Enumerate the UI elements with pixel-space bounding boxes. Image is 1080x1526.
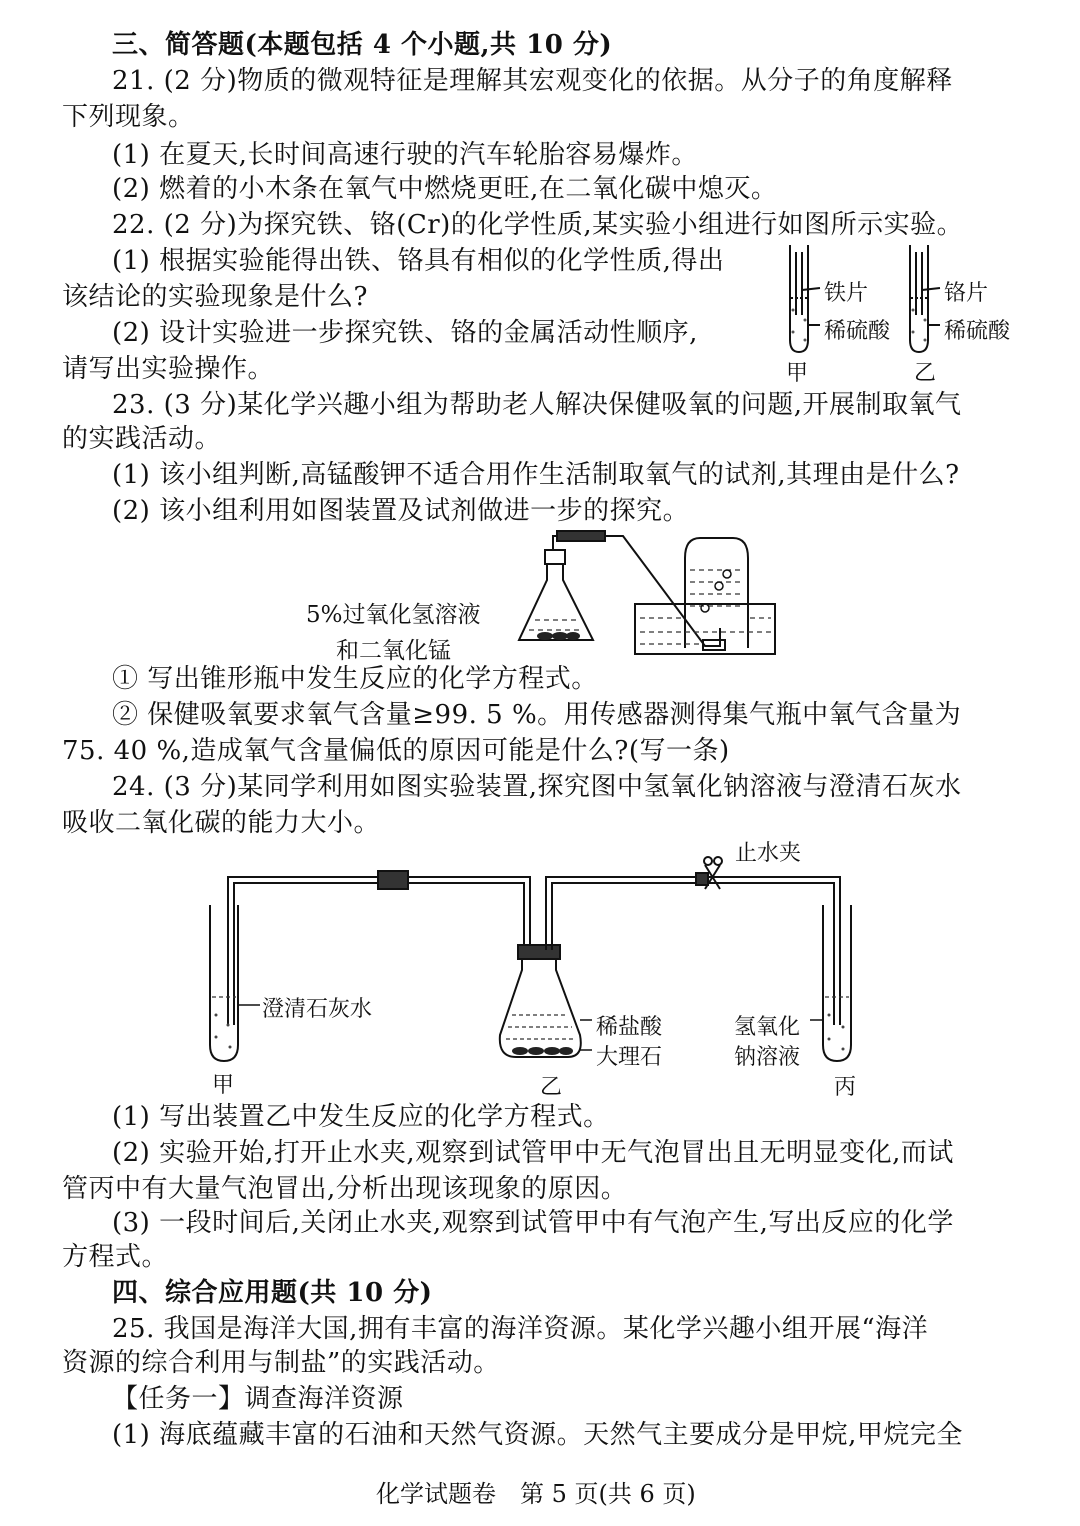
q23-stem-line2: 的实践活动。 bbox=[62, 424, 222, 454]
chromium-strip-label: 铬片 bbox=[944, 281, 989, 306]
q23-sub2-line2: 75. 40 %,造成氧气含量偏低的原因可能是什么?(写一条) bbox=[62, 736, 730, 766]
q24-stem-line1: 24. (3 分)某同学利用如图实验装置,探究图中氢氧化钠溶液与澄清石灰水 bbox=[112, 772, 962, 802]
q23-sub2-line1: ② 保健吸氧要求氧气含量≥99. 5 %。用传感器测得集气瓶中氧气含量为 bbox=[112, 700, 962, 730]
q21-stem-line2: 下列现象。 bbox=[62, 102, 195, 132]
section-heading: 三、简答题(本题包括 4 个小题,共 10 分) bbox=[112, 30, 613, 60]
q22-part2-line2: 请写出实验操作。 bbox=[62, 354, 275, 384]
naoh-label-line1: 氢氧化 bbox=[734, 1015, 801, 1040]
q24-part3-line2: 方程式。 bbox=[62, 1242, 169, 1272]
dilute-sulfuric-label-b: 稀硫酸 bbox=[944, 319, 1011, 344]
q24-part3-line1: (3) 一段时间后,关闭止水夹,观察到试管甲中有气泡产生,写出反应的化学 bbox=[112, 1208, 954, 1238]
q24-part2-line1: (2) 实验开始,打开止水夹,观察到试管甲中无气泡冒出且无明显变化,而试 bbox=[112, 1138, 954, 1168]
q25-stem-line1: 25. 我国是海洋大国,拥有丰富的海洋资源。某化学兴趣小组开展“海洋 bbox=[112, 1314, 929, 1344]
page-footer: 化学试题卷 第 5 页(共 6 页) bbox=[376, 1480, 696, 1508]
naoh-label-line2: 钠溶液 bbox=[734, 1045, 801, 1070]
q21-part1: (1) 在夏天,长时间高速行驶的汽车轮胎容易爆炸。 bbox=[112, 140, 698, 170]
section4-heading: 四、综合应用题(共 10 分) bbox=[112, 1278, 433, 1308]
tube-bing-name: 丙 bbox=[834, 1075, 857, 1100]
water-clamp-label: 止水夹 bbox=[735, 841, 802, 866]
tube-jia-name: 甲 bbox=[212, 1073, 235, 1098]
tube-b-name: 乙 bbox=[914, 361, 937, 386]
q21-part2: (2) 燃着的小木条在氧气中燃烧更旺,在二氧化碳中熄灭。 bbox=[112, 174, 778, 204]
dilute-sulfuric-label-a: 稀硫酸 bbox=[824, 319, 891, 344]
h2o2-label-line2: 和二氧化锰 bbox=[336, 638, 451, 664]
q22-part2-line1: (2) 设计实验进一步探究铁、铬的金属活动性顺序, bbox=[112, 318, 698, 348]
q23-part1: (1) 该小组判断,高锰酸钾不适合用作生活制取氧气的试剂,其理由是什么? bbox=[112, 460, 960, 490]
tube-a-name: 甲 bbox=[786, 361, 809, 386]
q21-stem-line1: 21. (2 分)物质的微观特征是理解其宏观变化的依据。从分子的角度解释 bbox=[112, 66, 953, 96]
flask-yi-name: 乙 bbox=[540, 1075, 563, 1100]
iron-strip-label: 铁片 bbox=[824, 281, 869, 306]
marble-label: 大理石 bbox=[596, 1045, 663, 1070]
q22-part1-line2: 该结论的实验现象是什么? bbox=[62, 282, 368, 312]
hydrochloric-acid-label: 稀盐酸 bbox=[596, 1015, 663, 1040]
q25-stem-line2: 资源的综合利用与制盐”的实践活动。 bbox=[62, 1348, 500, 1378]
q25-part1: (1) 海底蕴藏丰富的石油和天然气资源。天然气主要成分是甲烷,甲烷完全 bbox=[112, 1420, 963, 1450]
q24-stem-line2: 吸收二氧化碳的能力大小。 bbox=[62, 808, 381, 838]
q22-part1-line1: (1) 根据实验能得出铁、铬具有相似的化学性质,得出 bbox=[112, 246, 725, 276]
q23-sub1: ① 写出锥形瓶中发生反应的化学方程式。 bbox=[112, 664, 598, 694]
q24-part1: (1) 写出装置乙中发生反应的化学方程式。 bbox=[112, 1102, 610, 1132]
h2o2-label-line1: 5%过氧化氢溶液 bbox=[306, 602, 481, 628]
q23-part2: (2) 该小组利用如图装置及试剂做进一步的探究。 bbox=[112, 496, 690, 526]
limewater-label: 澄清石灰水 bbox=[262, 997, 373, 1022]
q23-stem-line1: 23. (3 分)某化学兴趣小组为帮助老人解决保健吸氧的问题,开展制取氧气 bbox=[112, 390, 962, 420]
q23-oxygen-apparatus-figure bbox=[505, 528, 785, 660]
q22-stem: 22. (2 分)为探究铁、铬(Cr)的化学性质,某实验小组进行如图所示实验。 bbox=[112, 210, 964, 240]
q25-task1: 【任务一】调查海洋资源 bbox=[112, 1384, 404, 1414]
q24-part2-line2: 管丙中有大量气泡冒出,分析出现该现象的原因。 bbox=[62, 1174, 628, 1204]
